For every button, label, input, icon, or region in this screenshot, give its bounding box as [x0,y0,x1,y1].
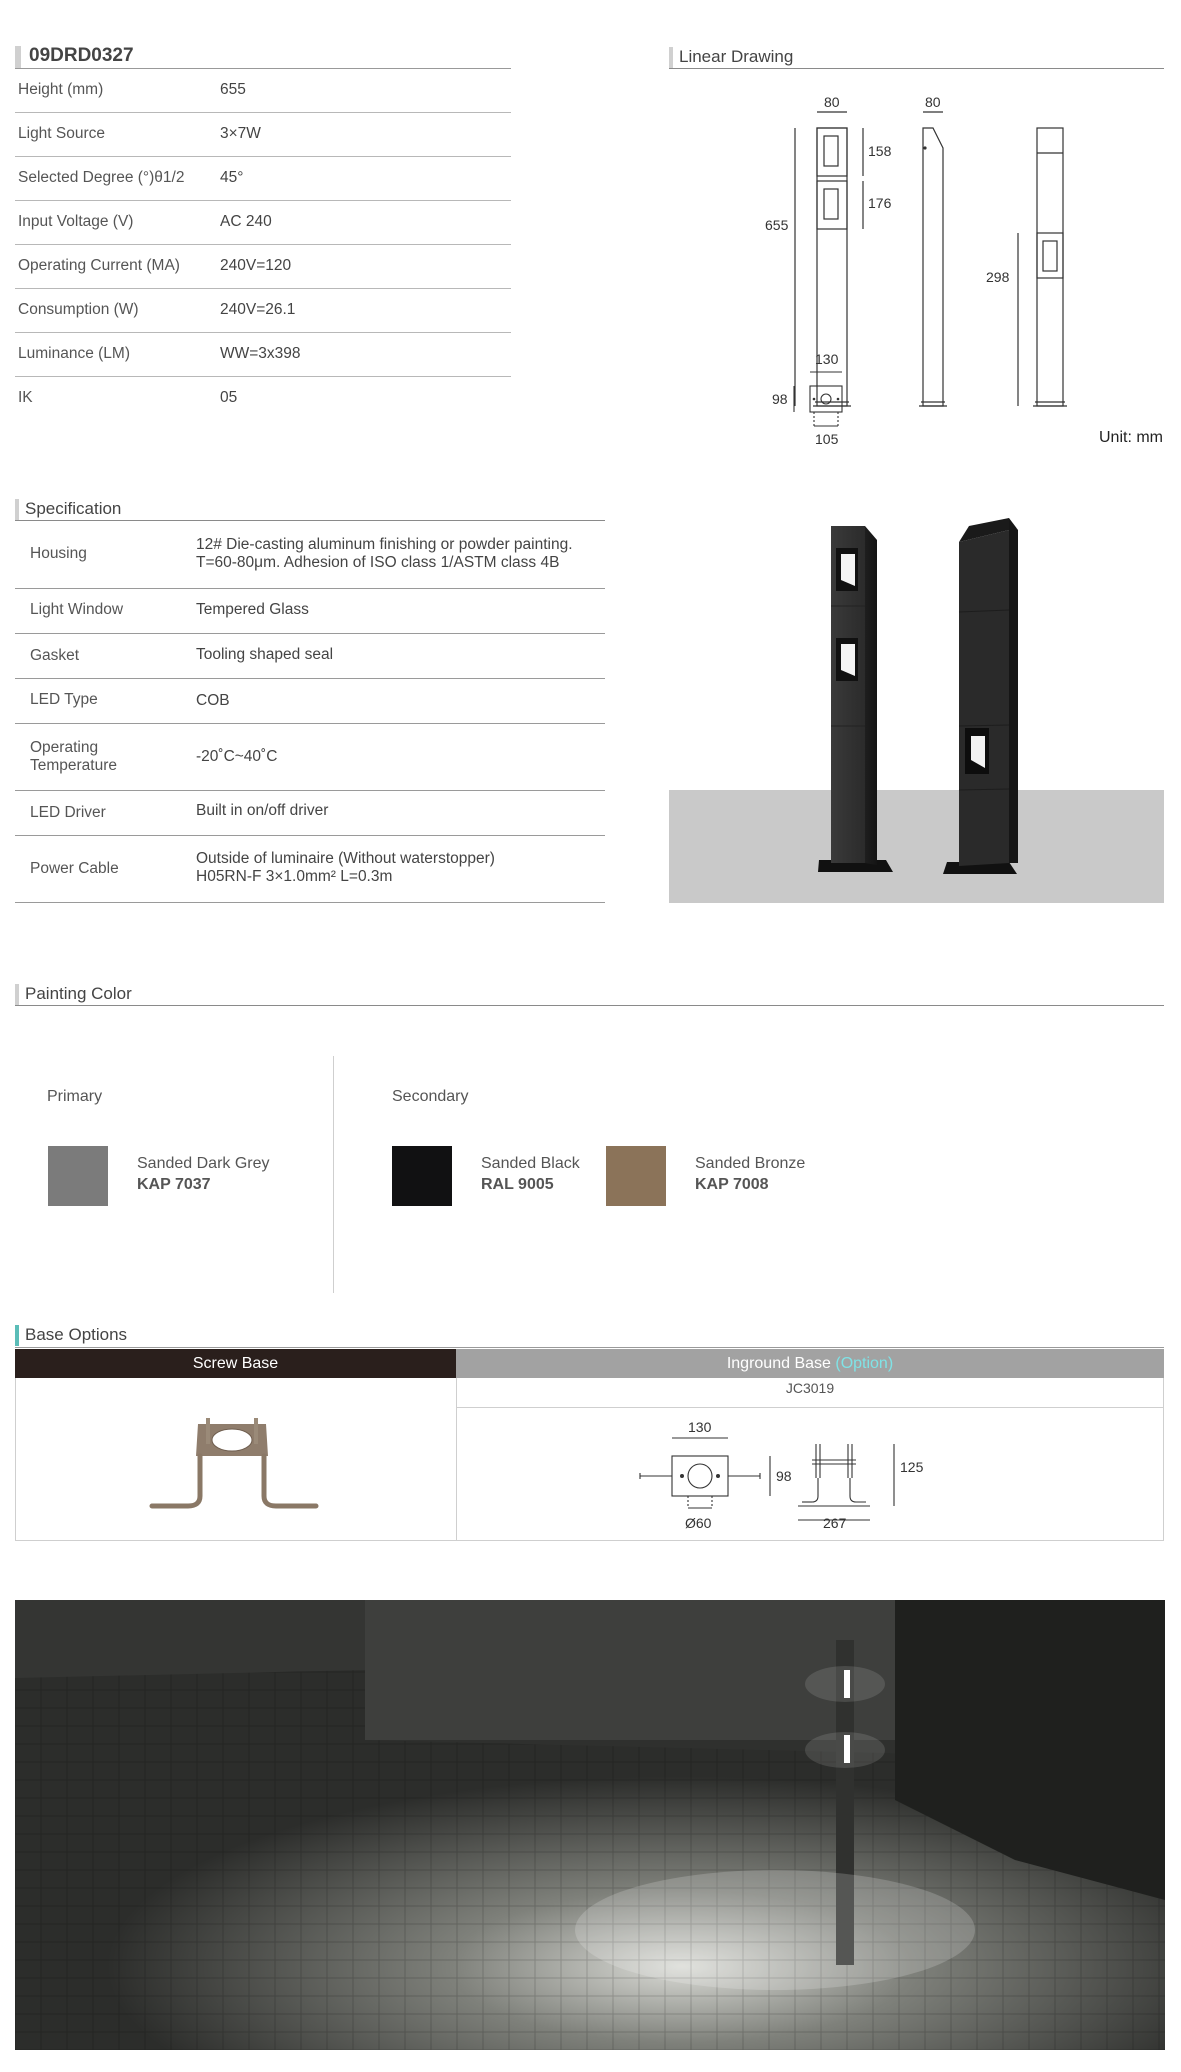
screw-base-header: Screw Base [15,1349,456,1378]
dim-side-width: 80 [925,94,941,110]
painting-color-header [15,983,1164,1006]
header-accent-bar [669,47,673,68]
spec-row [15,201,511,245]
back-window [1043,241,1057,271]
dim-inground-height: 125 [900,1459,924,1475]
color-divider [333,1056,334,1293]
spec-detail-row [15,589,605,634]
spec-detail-label: Operating [30,739,99,756]
spec-detail-row [15,634,605,679]
spec-row [15,157,511,201]
spec-label: Selected Degree (°)θ1/2 [18,169,185,186]
linear-drawing-title: Linear Drawing [679,47,794,66]
spec-row [15,245,511,289]
swatch-black [392,1146,452,1206]
spec-row [15,377,511,420]
spec-value: 3×7W [220,125,261,142]
dim-inground-hole: Ø60 [685,1515,712,1531]
base-plan-drawing [764,346,874,454]
spec-label: Light Source [18,125,106,142]
spec-detail-row [15,724,605,791]
dim-base-depth: 98 [772,391,788,407]
header-accent-bar [15,499,19,520]
dim-window-gap: 176 [868,195,892,211]
spec-value: 240V=120 [220,257,292,274]
secondary-label: Secondary [392,1088,469,1105]
base-options-rule [15,1347,1164,1348]
color-name: Sanded Bronze [695,1155,806,1172]
color-code: KAP 7037 [137,1176,211,1193]
spec-detail-label: LED Driver [30,804,106,821]
spec-detail-label: Gasket [30,647,80,664]
spec-detail-value: -20˚C~40˚C [196,748,278,765]
spec-detail-row [15,521,605,589]
bollard-back [959,530,1009,866]
spec-detail-label: LED Type [30,691,98,708]
color-code: KAP 7008 [695,1176,769,1193]
render-floor [669,790,1164,903]
dim-window-top: 158 [868,143,892,159]
spec-label: IK [18,389,33,406]
inground-base-header [456,1349,1164,1378]
inground-code: JC3019 [785,1380,835,1396]
spec-label: Height (mm) [18,81,104,98]
spec-detail-label: Housing [30,545,87,562]
spec-detail-label: Light Window [30,601,124,618]
header-accent-bar [15,46,21,68]
scene-wall [365,1600,965,1740]
spec-value: 05 [220,389,238,406]
spec-label: Luminance (LM) [18,345,130,362]
spec-detail-value-line2: H05RN-F 3×1.0mm² L=0.3m [196,868,393,885]
front-window-top [824,136,838,166]
night-scene-photo [15,1600,1165,2050]
spec-label: Input Voltage (V) [18,213,134,230]
painting-color-title: Painting Color [25,984,132,1003]
spec-detail-value-line2: T=60-80μm. Adhesion of ISO class 1/ASTM class 4B [196,554,560,571]
spec-detail-value: 12# Die-casting aluminum finishing or powder painting. [196,536,573,553]
spec-row [15,289,511,333]
color-name: Sanded Black [481,1155,580,1172]
header-accent-bar [15,984,19,1005]
spec-value: 240V=26.1 [220,301,296,318]
swatch-dark-grey [48,1146,108,1206]
spec-detail-value: Tempered Glass [196,601,309,618]
spec-label: Operating Current (MA) [18,257,180,274]
spec-row [15,69,511,113]
inground-base-drawing [630,1420,1000,1535]
specification-title: Specification [25,499,122,518]
color-code: RAL 9005 [481,1176,554,1193]
dim-inground-depth: 98 [776,1468,792,1484]
product-render [669,510,1164,903]
spec-detail-value: Tooling shaped seal [196,646,334,663]
base-options-title: Base Options [25,1325,128,1344]
model-number: 09DRD0327 [29,45,134,66]
spec-row [15,333,511,377]
spec-detail-row [15,679,605,724]
color-name: Sanded Dark Grey [137,1155,270,1172]
dim-inground-length: 267 [823,1515,847,1531]
option-tag: (Option) [835,1355,894,1372]
unit-label: Unit: mm [1099,429,1163,446]
base-divider [456,1378,457,1541]
header-accent-bar [15,1325,19,1346]
spec-row [15,113,511,157]
dim-inground-width: 130 [688,1420,712,1435]
dim-height: 655 [765,217,789,233]
spec-detail-value: Outside of luminaire (Without waterstopper) [196,850,495,867]
screw-base-image [140,1412,330,1522]
swatch-bronze [606,1146,666,1206]
dim-front-width: 80 [824,94,840,110]
spec-detail-value: Built in on/off driver [196,802,329,819]
inground-base-label: Inground Base [726,1355,831,1372]
base-row-divider [456,1407,1164,1408]
base-options-header [15,1324,1164,1346]
spec-value: 45° [220,169,244,186]
spec-detail-row [15,791,605,836]
spec-value: AC 240 [220,213,272,230]
dim-base-width: 130 [815,351,839,367]
linear-drawing-header [669,46,1164,69]
spec-label: Consumption (W) [18,301,139,318]
spec-value: 655 [220,81,246,98]
spec-value: WW=3x398 [220,345,301,362]
primary-label: Primary [47,1088,103,1105]
spec-detail-label-line2: Temperature [30,757,118,774]
specification-header [15,498,605,521]
front-window-bottom [824,189,838,219]
side-view-body [923,128,943,406]
dim-back-window: 298 [986,269,1010,285]
model-header [15,44,511,69]
dim-base-inner: 105 [815,431,839,447]
spec-detail-label: Power Cable [30,860,119,877]
spec-detail-value: COB [196,692,230,709]
spec-detail-row [15,836,605,903]
back-view-body [1037,128,1063,406]
